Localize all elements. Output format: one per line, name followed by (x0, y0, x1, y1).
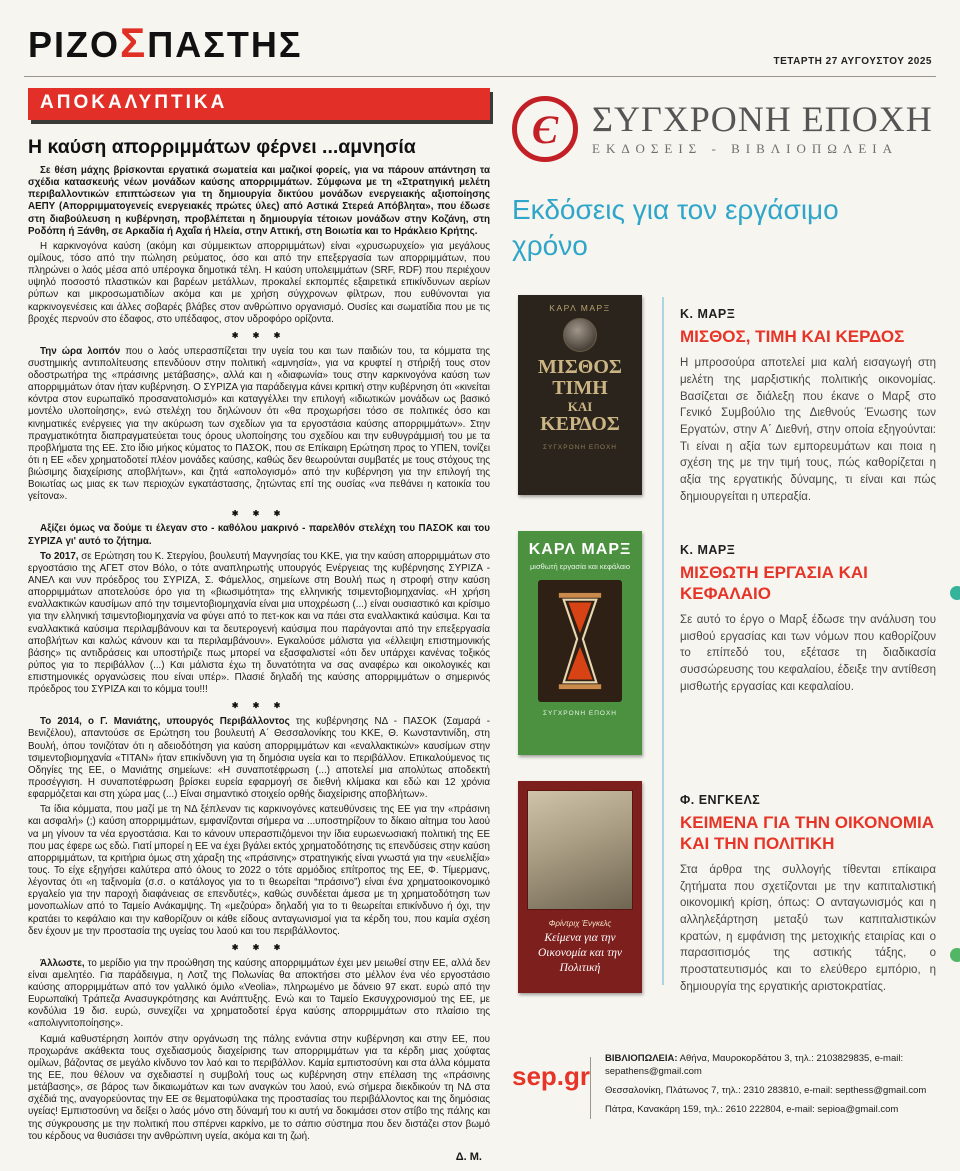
cover-title-line: ΜΙΣΘΟΣ (538, 355, 622, 378)
header-rule (24, 76, 936, 77)
issue-date: ΤΕΤΑΡΤΗ 27 ΑΥΓΟΥΣΤΟΥ 2025 (773, 56, 932, 67)
cover-publisher: ΣΥΓΧΡΟΝΗ ΕΠΟΧΗ (543, 443, 617, 451)
bookstore-addresses (605, 1053, 936, 1123)
article-paragraph (28, 523, 490, 547)
book-description: Στα άρθρα της συλλογής τίθενται επίκαιρα ζητήματα που σχετίζονται με την καπιταλιστική οικονομική κρίση, όπως: Ο ανταγωνισμός και η αλληλεξάρτηση μεταξύ των καπιταλιστικών κρατών, η εμφάνιση της μετοχικής εταιρίας και ο παρασιτισμός της αστικής τάξης, ο προστατευτισμός και το ελεύθερο εμπόριο, η δημιουργία της εργατικής αριστοκρατίας. (680, 864, 936, 993)
brand-text (592, 101, 933, 157)
paragraph-lead: Το 2017, (40, 550, 79, 562)
stores-label: ΒΙΒΛΙΟΠΩΛΕΙΑ: (605, 1053, 678, 1065)
author-signature: Δ. Μ. (455, 1150, 482, 1163)
emblem-glyph: Є (531, 106, 559, 152)
page-edge-dot-icon (950, 948, 960, 962)
advertisement (512, 96, 936, 1124)
book-info (642, 531, 936, 755)
section-badge: ΑΠΟΚΑΛΥΠΤΙΚΑ (28, 88, 490, 120)
masthead (28, 19, 303, 66)
paragraph-lead: Αξίζει όμως να δούμε τι έλεγαν στο - καθόλου μακρινό - παρελθόν στελέχη του ΠΑΣΟΚ και του ΣΥΡΙΖΑ γι' αυτό το ζήτημα. (28, 523, 490, 547)
cover-subtitle: μισθωτή εργασία και κεφάλαιο (529, 562, 630, 572)
section-separator: ✱ ✱ ✱ (231, 942, 287, 952)
hourglass-icon (551, 591, 609, 691)
cover-publisher: ΣΥΓΧΡΟΝΗ ΕΠΟΧΗ (543, 710, 617, 718)
paragraph-lead: Την ώρα λοιπόν (40, 345, 121, 357)
footer-divider (590, 1057, 591, 1119)
hourglass-illustration (538, 580, 622, 702)
article-paragraph (28, 241, 490, 326)
book-item (512, 295, 936, 505)
cover-title-line: ΚΕΡΔΟΣ (540, 413, 620, 435)
store-address: Αθήνα, Μαυροκορδάτου 3, τηλ.: 2103829835, e-mail: sepathens@gmail.com (605, 1053, 904, 1077)
cover-author: Φρίντριχ Ένγκελς (548, 919, 612, 929)
article (28, 88, 490, 1165)
paragraph-lead: Άλλωστε, (40, 957, 85, 969)
article-paragraph (28, 1034, 490, 1143)
article-title: Η καύση απορριμμάτων φέρνει ...αμνησία (28, 136, 416, 158)
book-author: Φ. ΕΝΓΚΕΛΣ (680, 793, 761, 808)
book-description: Σε αυτό το έργο ο Μαρξ έδωσε την ανάλυση του μισθού εργασίας και των νόμων που καθορίζουν το επίπεδό του, εξέτασε τη διαδικασία συσσώρευσης του κεφαλαίου, έδειξε την αντίθεση μισθωτής εργασίας και κεφαλαίου. (680, 614, 936, 693)
book-info (642, 295, 936, 505)
article-paragraph (28, 346, 490, 504)
book-info (642, 781, 936, 995)
rizospastis-logo (28, 19, 303, 66)
store-line (605, 1085, 936, 1097)
cover-author: ΚΑΡΛ ΜΑΡΞ (528, 541, 632, 559)
store-address: Θεσσαλονίκη, Πλάτωνος 7, τηλ.: 2310 283810, e-mail: septhess@gmail.com (605, 1085, 927, 1097)
cover-title-line: ΤΙΜΗ (552, 377, 608, 400)
logo-accent-letter: Σ (120, 19, 148, 66)
article-paragraph (28, 804, 490, 938)
vertical-divider (662, 297, 664, 985)
paragraph-text: Καμιά καθυστέρηση λοιπόν στην οργάνωση της πάλης ενάντια στην κυβέρνηση και στην ΕΕ, που προχωράνε ακάθεκτα τους σχεδιασμούς διαχείρισης των απορριμμάτων για τα κέρδη μιας χούφτας ομίλων, βάζοντας σε μεγάλο κίνδυνο τον λαό και το περιβάλλον. Καμία εμπιστοσύνη και στα άλλα κόμματα της ΕΕ, που θέλουν να σχεδιαστεί η συμβολή τους ως κυβέρνηση στην επέλαση της «πράσινης μετάβασης», σε βάρος των δικαιωμάτων και των αναγκών του λαού, ενώ σήμερα διεκδικούν τη ΝΔ στα σχέδιά της, αναγορεύοντας την ΕΕ σε θεματοφύλακα της προστασίας του περιβάλλοντος και της δημόσιας υγείας! Εμπιστοσύνη να δείξει ο λαός μόνο στη δύναμή του κι αυτή να δοκιμάσει στον στίβο της πάλης και της σύγκρουσης με την πολιτική που σπέρνει καρκίνο, με το σάπιο σύστημα που δεν διστάζει στον βωμό του κέρδους να θυσιάσει την ανθρώπινη υγεία, ακόμα και τη ζωή. (28, 1033, 490, 1142)
book-item (512, 781, 936, 995)
paragraph-text: το μερίδιο για την προώθηση της καύσης απορριμμάτων έχει μεν μειωθεί στην ΕΕ, αλλά δεν είναι αμελητέο. Για παράδειγμα, η Λοτζ της Πολωνίας θα αποκτήσει στο μέλλον ένα νέο εργοστάσιο καύσης απορριμμάτων από τον γαλλικό όμιλο «Veolia», πληρωμένο με δάνειο 97 εκατ. ευρώ από την Ευρωπαϊκή Τράπεζα Ανασυγκρότησης και Ανάπτυξης. Ενώ και το Ταμείο Εκσυγχρονισμού της ΕΕ, με κονδύλια 19 δισ. ευρώ, συνεχίζει να χρηματοδοτεί έργα καύσης απορριμμάτων στο πλαίσιο της «απολιγνιτοποίησης». (28, 957, 490, 1030)
book-item (512, 531, 936, 755)
paragraph-text: σε Ερώτηση του Κ. Στεργίου, βουλευτή Μαγνησίας του ΚΚΕ, για την καύση απορριμμάτων στο εργοστάσιο της ΑΓΕΤ στον Βόλο, ο τότε αναπληρωτής υπουργός Ενέργειας της κυβέρνησης ΣΥΡΙΖΑ - ΑΝΕΛ και νυν πρόεδρος του ΣΥΡΙΖΑ, Σ. Φάμελλος, σημείωνε στη Βουλή πως η στροφή στην καύση απορριμμάτων αποτελούσε όρο για τη «βιωσιμότητα» της ελληνικής τσιμεντοβιομηχανίας. «Η χρήση εναλλακτικών καυσίμων από την τσιμεντοβιομηχανία είναι μια υποχρέωση (...) είναι ουσιαστικό και κρίσιμο για την ελληνική τσιμεντοβιομηχανία να φύγει από το πετ-κοκ και να πάει στα εναλλακτικά καύσιμα. Και τα εναλλακτικά καύσιμα περιλαμβάνουν και τα δευτερογενή καύσιμα που παράγονται από την επεξεργασία αποβλήτων και καλώς κάνουν και τα περιλαμβάνουν». Εγκαλούσε μάλιστα για «έλλειψη επιστημονικής βάσης» τις αντιδράσεις και υποστήριζε πως μπορεί να εξασφαλιστεί «ότι δεν υπάρχει κανένας τοξικός ρύπος για το περιβάλλον (...) Και μάλιστα έχω τη δυνατότητα να σας αναφέρω και οικολογικές και επιστημονικές οργανώσεις που είναι υπέρ». Πλασιέ δηλαδή της καύσης απορριμμάτων ο σημερινός πρόεδρος του ΣΥΡΙΖΑ και το κόμμα του!!! (28, 550, 491, 696)
book-title: ΚΕΙΜΕΝΑ ΓΙΑ ΤΗΝ ΟΙΚΟΝΟΜΙΑ ΚΑΙ ΤΗΝ ΠΟΛΙΤΙΚΗ (680, 813, 935, 853)
section-separator: ✱ ✱ ✱ (231, 701, 287, 711)
store-address: Πάτρα, Κανακάρη 159, τηλ.: 2610 222804, e-mail: sepioa@gmail.com (605, 1104, 899, 1116)
marx-portrait-icon (563, 318, 597, 352)
section-separator: ✱ ✱ ✱ (231, 508, 287, 518)
article-body (28, 165, 490, 1165)
cover-keimena-oikonomia (518, 781, 642, 993)
engraving-illustration (527, 790, 633, 910)
article-paragraph (28, 716, 490, 801)
book-title: ΜΙΣΘΩΤΗ ΕΡΓΑΣΙΑ ΚΑΙ ΚΕΦΑΛΑΙΟ (680, 563, 868, 603)
article-paragraph (28, 165, 490, 238)
book-author: Κ. ΜΑΡΞ (680, 306, 736, 321)
cover-title: Κείμενα για την Οικονομία και την Πολιτική (537, 932, 623, 975)
paragraph-text: της κυβέρνησης ΝΔ - ΠΑΣΟΚ (Σαμαρά - Βενιζέλου), απαντούσε σε Ερώτηση του βουλευτή Α΄ Θεσσαλονίκης του ΚΚΕ, Θ. Κωνσταντινίδη, στη Βουλή, όπου τονιζόταν ότι η αδειοδότηση για καύση απορριμμάτων και «εναλλακτικών» καυσίμων στην τσιμεντοβιομηχανία «ΤΙΤΑΝ» ήταν επικίνδυνη για τη δημόσια υγεία και το περιβάλλον. Επικαλούμενος τις Οδηγίες της ΕΕ, ο Μανιάτης σημείωνε: «Η συναποτέφρωση (...) αποτελεί μια απολύτως αποδεκτή προσέγγιση. Η συναποτέφρωση βρίσκει ευρεία εφαρμογή σε διεθνή κλίμακα και εδώ και 12 χρόνια εφαρμόζεται και στη χώρα μας (...) Είναι σημαντικό στοιχείο ορθής διαχείρισης αποβλήτων». (28, 716, 490, 801)
publisher-subtitle: ΕΚΔΟΣΕΙΣ - ΒΙΒΛΙΟΠΩΛΕΙΑ (592, 141, 899, 156)
cover-title-line: ΚΑΙ (567, 398, 593, 414)
book-description: Η μπροσούρα αποτελεί μια καλή εισαγωγή στη μελέτη της μαρξιστικής πολιτικής οικονομίας. Βασίζεται σε διάλεξη που έκανε ο Μαρξ στο Γενικό Συμβούλιο της Διεθνούς Ένωσης των Εργατών, στην Α΄ Διεθνή, στην οποία εξηγούνται: Τι είναι η αξία των εμπορευμάτων και ποια η σχέση της με την τιμή τους, πώς καθορίζεται η αξία της εργατικής δύναμης, τι είναι και πώς δημιουργείται η υπεραξία. (680, 357, 936, 503)
book-cover (518, 531, 642, 755)
book-title: ΜΙΣΘΟΣ, ΤΙΜΗ ΚΑΙ ΚΕΡΔΟΣ (680, 326, 905, 346)
book-cover (518, 781, 642, 995)
cover-author: ΚΑΡΛ ΜΑΡΞ (549, 302, 611, 313)
paragraph-text: Τα ίδια κόμματα, που μαζί με τη ΝΔ ξέπλεναν τις καρκινογόνες κατευθύνσεις της ΕΕ για την «πράσινη και ασφαλή» (;) καύση απορριμμάτων, εμφανίζονται σήμερα να ...υποστηρίζουν το δίκαιο αίτημα του λαού να μη γίνουν τα νέα εργοστάσια. Και το κάνουν υπερασπιζόμενοι την ίδια ευρωενωσιακή πολιτική της ΕΕ που μας έφερε ως εδώ. Γιατί μπορεί η ΕΕ να έχει βγάλει εκτός χρηματοδότησης τις επενδύσεις στην καύση απορριμμάτων, τα κριτήρια όμως στη χάραξη της «πράσινης» στρατηγικής είναι γνωστά για την «ευελιξία» τους. Το είχε εξηγήσει καλύτερα από όλους το 2022 ο τότε αρμόδιος επίτροπος της ΕΕ, Φ. Τίμερμανς, λέγοντας ότι «η ταξινομία (σ.σ. ο κατάλογος για το τι θεωρείται “πράσινο”) είναι ένα χρηματοοικονομικό εργαλείο για την παροχή διαφάνειας σε επενδυτές», καθώς συνδέεται άμεσα με τη χρηματοδότηση των μονοπωλίων από το Ταμείο Ανάκαμψης. Τη «μεζούρα» δηλαδή για το τι θεωρείται επικίνδυνο ή όχι, την κρατάει το κεφάλαιο και την καθορίζουν οι κάθε είδους ανταγωνισμοί για τα κέρδη του, που καμία σχέση δεν έχουν με την προστασία της υγείας του λαού και του περιβάλλοντος. (28, 804, 490, 937)
cover-misthos-timi-kerdos (518, 295, 642, 495)
paragraph-text: που ο λαός υπερασπίζεται την υγεία του και των παιδιών του, τα κόμματα της συστημικής αντιπολίτευσης επενδύουν στην πολιτική «αμνησία», για να κρυφτεί η στήριξή τους στον οδοστρωτήρα της «πράσινης μετάβασης», αλλά και η «διαφωνία» τους στην καρκινογόνα καύση των απορριμμάτων όταν ήταν κυβέρνηση. Ο ΣΥΡΙΖΑ για παράδειγμα κάνει κριτική στην κυβέρνηση ότι «κινείται κόντρα στον ευρωπαϊκό προσανατολισμό» και καταγγέλλει την επιλογή «ιδιωτικών μονάδων ως βασικό μοντέλο υλοποίησης», ενώ στελέχη του δηλώνουν ότι «θα προχωρήσει τόσο σε πολιτικές όσο και κινηματικές ενέργειες για την ακύρωση των σχεδίων για τα εργοστάσια καύσης απορριμμάτων». Στην πραγματικότητα διαπραγματεύεται τους όρους υλοποίησης του σχεδίου και την ευθυγράμμισή του με τα προβλήματα της ΕΕ. Στο ίδιο μήκος κύματος το ΠΑΣΟΚ, που σε Επίκαιρη Ερώτηση προς το ΥΠΕΝ, τονίζει ότι η ΕΕ «δεν χρηματοδοτεί πλέον μονάδες καύσης, καθώς δεν θεωρούνται συμβατές με τους στόχους της βιώσιμης διαχείρισης αποβλήτων», και ζητά «απολογισμό» από την κυβέρνηση για την επιλογή της Βοιωτίας ως μιας εκ των περιοχών εγκατάστασης, ζητώντας επί της ουσίας «να πεθάνει η κατοικία του γείτονα». (28, 345, 490, 503)
store-line (605, 1104, 936, 1116)
section-separator: ✱ ✱ ✱ (231, 330, 287, 340)
article-paragraph (28, 958, 490, 1031)
paragraph-text: Η καρκινογόνα καύση (ακόμη και σύμμεικτων απορριμμάτων) είναι «χρυσωρυχείο» για μεγάλους ομίλους, τόσο από την πώληση ρεύματος, όσο και από την επεξεργασία των απορριμμάτων, που πληρώνει ο λαός μέσα από υπέρογκα δημοτικά τέλη. Η καύση υπολειμμάτων (SRF, RDF) που περιέχουν υψηλό ποσοστό πλαστικών και βαρέων μετάλλων, προκαλεί εκπομπές εξαιρετικά επικίνδυνων αερίων ρύπων και μικροσωματιδίων ακόμα και με χρήση σύγχρονων φίλτρων, που ευθύνονται για καρκινογενέσεις και άλλες σοβαρές βλάβες στον ανθρώπινο οργανισμό. Ουσίες και σωματίδια που με τις βροχές περνούν στο έδαφος, στο υπέδαφος, στον υδροφόρο ορίζοντα. (28, 240, 490, 325)
paragraph-lead: Το 2014, ο Γ. Μανιάτης, υπουργός Περιβάλλοντος (40, 716, 290, 728)
logo-part2: ΠΑΣΤΗΣ (147, 24, 303, 65)
article-paragraph (28, 551, 490, 697)
book-list (512, 295, 936, 996)
publisher-name: ΣΥΓΧΡΟΝΗ ΕΠΟΧΗ (592, 99, 933, 139)
page-edge-dot-icon (950, 586, 960, 600)
cover-misthoti-ergasia (518, 531, 642, 755)
book-author: Κ. ΜΑΡΞ (680, 543, 736, 558)
store-line (605, 1053, 936, 1078)
sep-website: sep.gr (512, 1061, 591, 1092)
ad-heading: Εκδόσεις για τον εργάσιμο χρόνο (512, 194, 839, 262)
paragraph-text: Σε θέση μάχης βρίσκονται εργατικά σωματεία και μαζικοί φορείς, για να πάρουν απάντηση τα σχέδια κατασκευής νέων μονάδων καύσης απορριμμάτων. Σύμφωνα με τη «Στρατηγική μελέτη περιβαλλοντικών επιπτώσεων για τη δημιουργία δικτύου μονάδων ενεργειακής αξιοποίησης ΑΕΠΥ (Απορριμματογενείς ενεργειακές πρώτες ύλες) από Αστικά Στερεά Απόβλητα», που έδωσε στη διαβούλευση η κυβέρνηση, προβλέπεται η δημιουργία τέτοιων μονάδων στην Κοζάνη, στη Ροδόπη ή Ξάνθη, σε Αρκαδία ή Αχαΐα ή Ηλεία, στην Αττική, στη Βοιωτία και το Ηράκλειο Κρήτης. (28, 165, 490, 237)
book-cover (518, 295, 642, 505)
logo-part1: ΡΙΖΟ (28, 24, 121, 65)
ad-footer (512, 1053, 936, 1123)
synchroni-epochi-emblem-icon (512, 96, 578, 162)
publisher-brand (512, 96, 936, 162)
